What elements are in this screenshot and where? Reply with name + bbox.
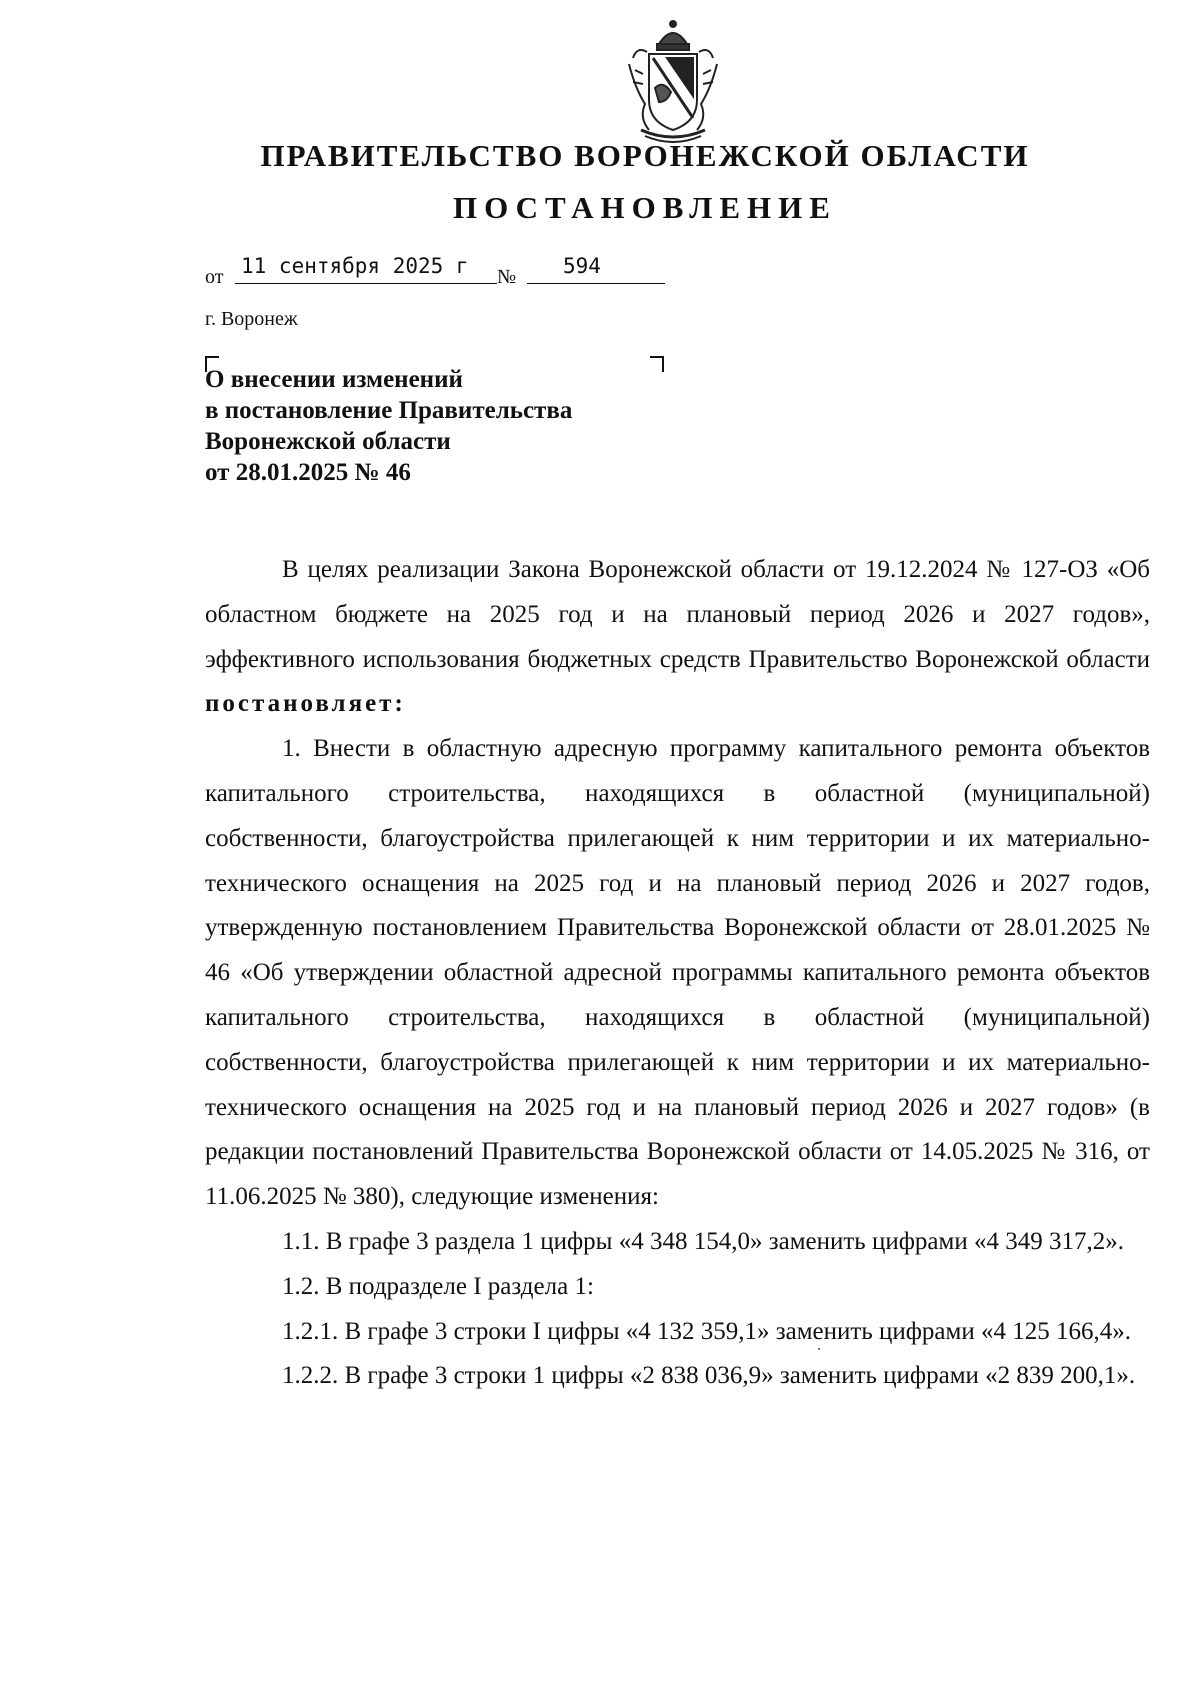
preamble-text: В целях реализации Закона Воронежской области от 19.12.2024 № 127-ОЗ «Об областном бюджете на 2025 год и на плановый период 2026 и 2027 годов», эффективного использования бюджетных средств Правительство Воронежской области bbox=[205, 556, 1150, 673]
preamble-paragraph bbox=[205, 548, 1150, 727]
registration-line bbox=[205, 252, 675, 290]
number-label: № bbox=[497, 266, 517, 288]
subject-line: от 28.01.2025 № 46 bbox=[205, 459, 411, 486]
paragraph-1: 1. Внести в областную адресную программу капитального ремонта объектов капитального строительства, находящихся в областной (муниципальной) собственности, благоустройства прилегающей к ним территории и их материально-технического оснащения на 2025 год и на плановый период 2026 и 2027 годов, утвержденную постановлением Правительства Воронежской области от 28.01.2025 № 46 «Об утверждении областной адресной программы капитального ремонта объектов капитального строительства, находящихся в областной (муниципальной) собственности, благоустройства прилегающей к ним территории и их материально-технического оснащения на 2025 год и на плановый период 2026 и 2027 годов» (в редакции постановлений Правительства Воронежской области от 14.05.2025 № 316, от 11.06.2025 № 380), следующие изменения: bbox=[205, 735, 1150, 1211]
voronezh-coat-of-arms-icon bbox=[623, 18, 723, 143]
resolves-word: постановляет: bbox=[205, 690, 406, 718]
document-type: ПОСТАНОВЛЕНИЕ bbox=[453, 190, 837, 225]
paragraph-1-1: 1.1. В графе 3 раздела 1 цифры «4 348 154,0» заменить цифрами «4 349 317,2». bbox=[282, 1227, 1124, 1255]
corner-mark-right bbox=[650, 356, 664, 372]
paragraph-1-2-1: 1.2.1. В графе 3 строки I цифры «4 132 359,1» заменить цифрами «4 125 166,4». bbox=[282, 1317, 1131, 1345]
subject-line: в постановление Правительства bbox=[205, 397, 573, 424]
date-field: 11 сентября 2025 г bbox=[235, 254, 497, 284]
subject-line: О внесении изменений bbox=[205, 366, 463, 393]
scan-speck bbox=[818, 1348, 820, 1350]
paragraph-1-2-2: 1.2.2. В графе 3 строки 1 цифры «2 838 036,9» заменить цифрами «2 839 200,1». bbox=[282, 1362, 1136, 1390]
subject-line: Воронежской области bbox=[205, 428, 451, 455]
paragraph-1-2: 1.2. В подразделе I раздела 1: bbox=[282, 1272, 594, 1300]
number-field: 594 bbox=[527, 254, 665, 284]
date-prefix: от bbox=[205, 266, 224, 288]
document-body bbox=[205, 548, 1150, 1399]
city: г. Воронеж bbox=[205, 308, 298, 330]
document-subject bbox=[205, 364, 572, 488]
org-title: ПРАВИТЕЛЬСТВО ВОРОНЕЖСКОЙ ОБЛАСТИ bbox=[260, 138, 1030, 173]
